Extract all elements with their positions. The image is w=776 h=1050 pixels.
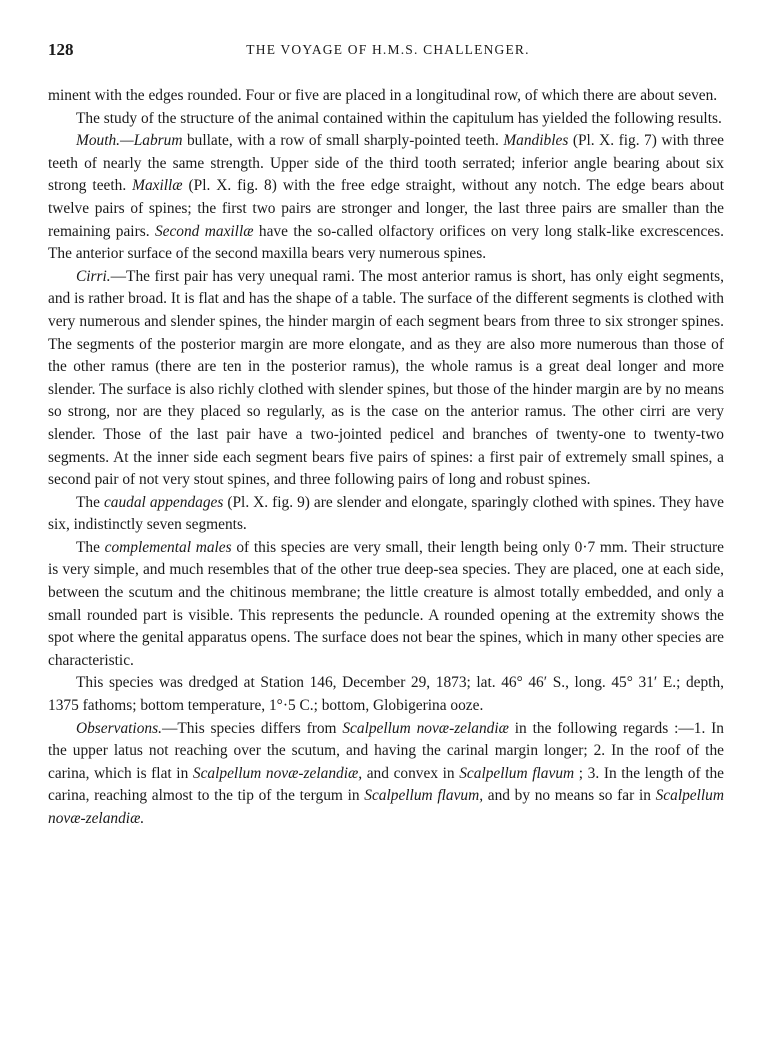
- text-run: and convex in: [362, 764, 460, 782]
- text-run: The study of the structure of the animal contained within the capitulum has yielded the following results.: [76, 109, 722, 127]
- page-number: 128: [48, 40, 74, 59]
- italic-term: Maxillæ: [132, 177, 183, 195]
- paragraph: [48, 672, 724, 717]
- page-header: [48, 40, 728, 64]
- text-run: of this species are very small, their length being only 0·7 mm. Their structure is very simple, and much resembles that of the other true deep-sea species. They are placed, one at each side, between the scutum and the chitinous membrane; the little creature is almost totally embedded, and only a small rounded part is visible. This represents the peduncle. A rounded opening at the extremity shows the spot where the genital apparatus opens. The surface does not bear the spines, which in many other species are characteristic.: [48, 538, 724, 669]
- text-run: —The first pair has very unequal rami. The most anterior ramus is short, has only eight segments, and is rather broad. It is flat and has the shape of a table. The surface of the different segments is clothed with very numerous and slender spines, the hinder margin of each segment bears from three to six stronger spines. The segments of the posterior margin are more elongate, and as they are also more numerous than those of the other ramus (there are ten in the posterior ramus), the whole ramus is a great deal longer and more slender. The surface is also richly clothed with slender spines, but those of the hinder margin are by no means so strong, nor are they placed so regularly, as is the case on the anterior ramus. The other cirri are very slender. Those of the last pair have a two-jointed pedicel and branches of twenty-one to twenty-two segments. At the inner side each segment bears five pairs of spines: a first pair of extremely small spines, a second pair of not very stout spines, and three following pairs of long and robust spines.: [48, 267, 724, 489]
- italic-term: Mouth.—Labrum: [76, 132, 183, 150]
- text-run: The: [76, 493, 104, 511]
- text-run: in the following regards :—1. In the upper latus not reaching over the scutum, and having the carinal margin longer; 2. In the roof of the carina, which is flat in: [48, 719, 724, 782]
- text-run: (Pl. X. fig. 8) with the free edge straight, without any notch. The edge bears about twelve pairs of spines; the first two pairs are stronger and longer, the last three pairs are smaller than the remaining pairs.: [48, 177, 724, 240]
- text-run: and by no means so far in: [483, 787, 656, 805]
- paragraph: [48, 537, 724, 673]
- italic-term: Cirri.: [76, 267, 111, 285]
- text-run: This species was dredged at Station 146, December 29, 1873; lat. 46° 46′ S., long. 45° 31′ E.; depth, 1375 fathoms; bottom temperature, 1°·5 C.; bottom, Globigerina ooze.: [48, 674, 724, 715]
- text-run: —This species differs from: [161, 719, 343, 737]
- running-title: THE VOYAGE OF H.M.S. CHALLENGER.: [246, 42, 530, 57]
- italic-term: caudal appendages: [103, 493, 224, 511]
- paragraph: [48, 108, 724, 131]
- italic-term: complemental males: [104, 538, 232, 556]
- paragraph: [48, 266, 724, 492]
- text-run: have the so-called olfactory orifices on very long stalk-like excrescences. The anterior surface of the second maxilla bears very numerous spines.: [48, 222, 725, 263]
- text-run: (Pl. X. fig. 9) are slender and elongate, sparingly clothed with spines. They have six, indistinctly seven segments.: [48, 493, 725, 534]
- italic-term: Scalpellum flavum,: [364, 787, 484, 805]
- paragraph: [48, 85, 724, 108]
- italic-term: Second maxillæ: [154, 222, 254, 240]
- italic-term: Mandibles: [503, 132, 569, 150]
- text-run: bullate, with a row of small sharply-pointed teeth.: [182, 132, 504, 150]
- text-run: minent with the edges rounded. Four or five are placed in a longitudinal row, of which there are about seven.: [48, 87, 718, 104]
- italic-term: Scalpellum flavum: [459, 764, 575, 782]
- paragraph: [48, 718, 724, 831]
- text-run: The: [76, 538, 105, 556]
- text-run: (Pl. X. fig. 7) with three teeth of nearly the same strength. Upper side of the third tooth serrated; inferior angle bearing about six strong teeth.: [48, 132, 724, 195]
- italic-term: Scalpellum novæ-zelandiæ,: [192, 764, 363, 782]
- text-run: ; 3. In the length of the carina, reaching almost to the tip of the tergum in: [48, 764, 725, 805]
- italic-term: Observations.: [76, 719, 162, 737]
- paragraph: [48, 130, 724, 266]
- body-text: [48, 85, 724, 831]
- paragraph: [48, 492, 724, 537]
- italic-term: Scalpellum novæ-zelandiæ: [342, 719, 509, 737]
- italic-term: Scalpellum novæ-zelandiæ.: [48, 787, 724, 827]
